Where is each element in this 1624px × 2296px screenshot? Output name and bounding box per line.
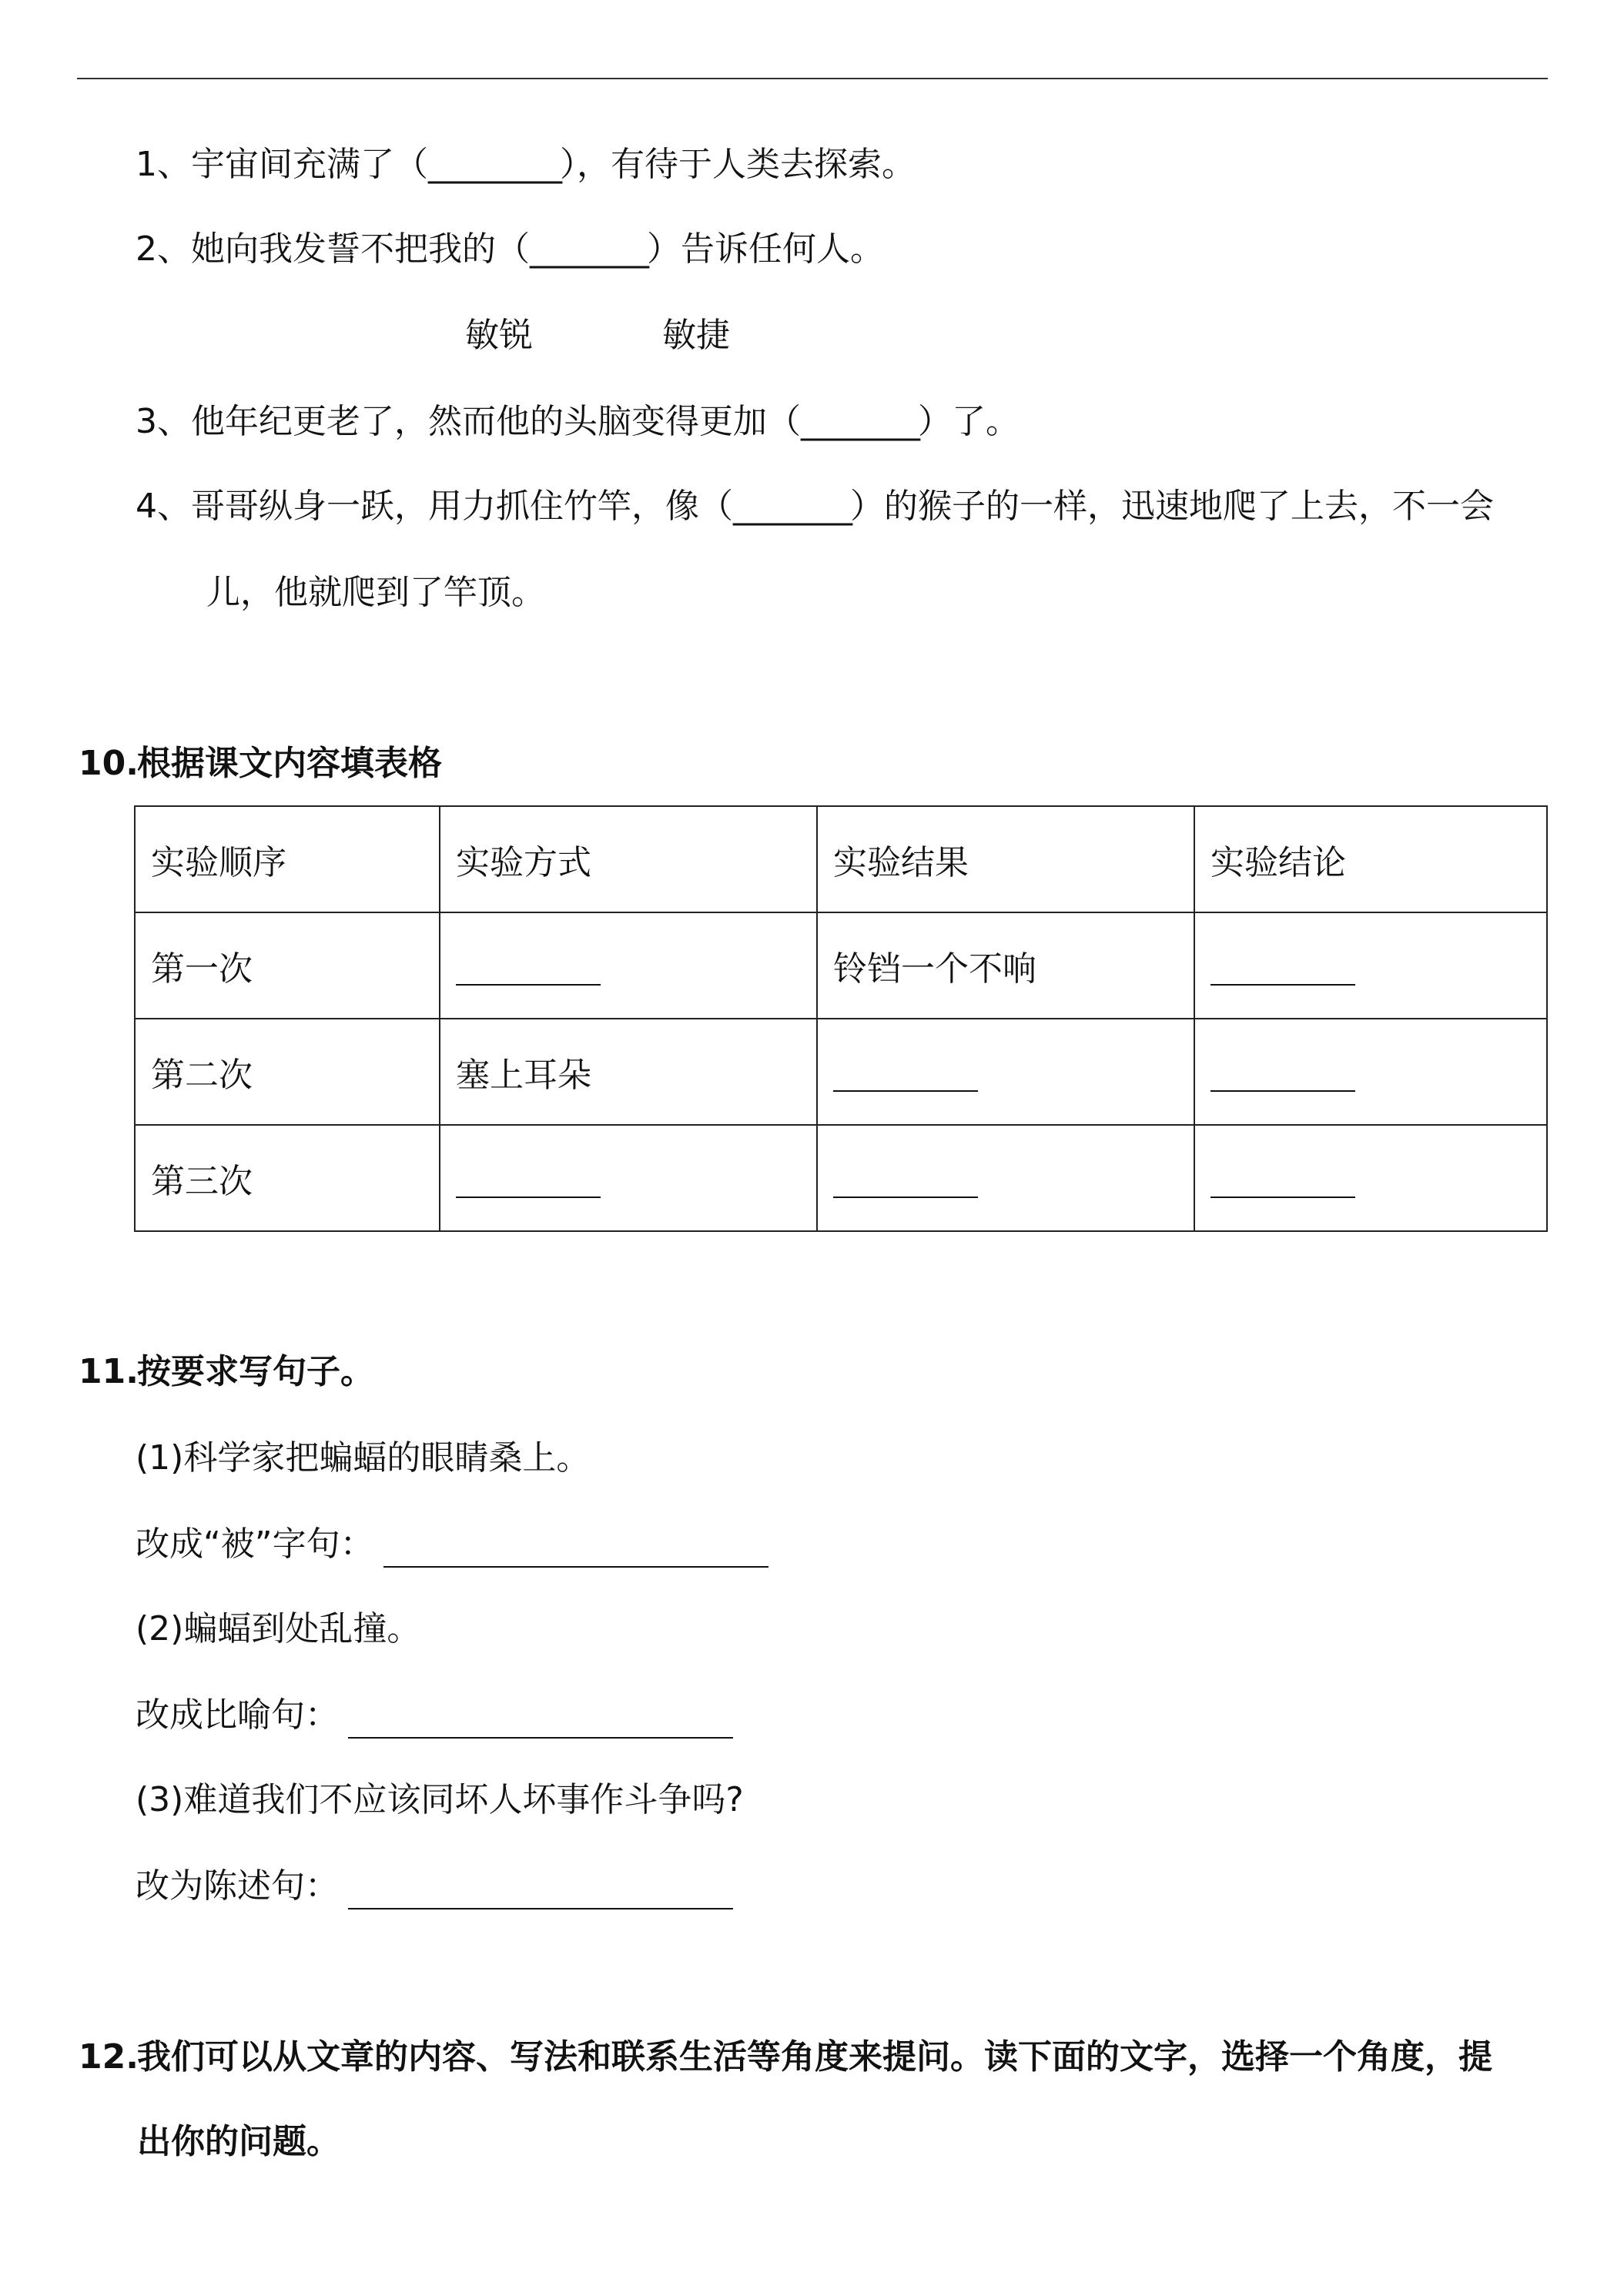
table-blank-cell[interactable] bbox=[817, 1019, 1194, 1125]
answer-underline[interactable] bbox=[1210, 1161, 1355, 1198]
table-blank-cell[interactable] bbox=[440, 912, 817, 1019]
word-choice: 敏捷 bbox=[662, 316, 730, 355]
table-blank-cell[interactable] bbox=[440, 1125, 817, 1231]
answer-underline[interactable] bbox=[1210, 949, 1355, 986]
answer-blank[interactable]: ________ bbox=[801, 402, 918, 441]
q11-sentence-2: (2)蝙蝠到处乱撞。 bbox=[136, 1609, 421, 1648]
word-choice: 敏锐 bbox=[465, 316, 533, 355]
q11-prompt-3: 改为陈述句： bbox=[136, 1863, 733, 1909]
word-choices bbox=[465, 313, 730, 359]
table-row bbox=[135, 1125, 1547, 1231]
answer-underline[interactable] bbox=[833, 1055, 978, 1092]
sentence-3: 3、他年纪更老了，然而他的头脑变得更加（________）了。 bbox=[136, 402, 1020, 441]
table-header-row bbox=[135, 806, 1547, 912]
sentence-1: 1、宇宙间充满了（_________），有待于人类去探索。 bbox=[136, 145, 916, 184]
table-blank-cell[interactable] bbox=[1194, 912, 1547, 1019]
question-number: 12. bbox=[79, 2037, 139, 2077]
answer-underline[interactable] bbox=[456, 949, 601, 986]
table-header-cell: 实验顺序 bbox=[135, 806, 440, 912]
question-10-title: 10.根据课文内容填表格 bbox=[79, 741, 442, 787]
answer-blank[interactable]: ________ bbox=[733, 487, 850, 526]
table-blank-cell[interactable] bbox=[1194, 1125, 1547, 1231]
table-row bbox=[135, 1019, 1547, 1125]
answer-blank[interactable]: ________ bbox=[530, 229, 647, 269]
table-cell: 第三次 bbox=[135, 1125, 440, 1231]
table-blank-cell[interactable] bbox=[1194, 1019, 1547, 1125]
answer-blank[interactable]: _________ bbox=[428, 145, 560, 184]
table-cell: 铃铛一个不响 bbox=[817, 912, 1194, 1019]
sentence-4-continued: 儿，他就爬到了竿顶。 bbox=[206, 573, 545, 612]
table-cell: 塞上耳朵 bbox=[440, 1019, 817, 1125]
experiment-table bbox=[134, 805, 1548, 1232]
question-number: 10. bbox=[79, 744, 139, 783]
table-header-cell: 实验方式 bbox=[440, 806, 817, 912]
table-blank-cell[interactable] bbox=[817, 1125, 1194, 1231]
table-row bbox=[135, 912, 1547, 1019]
answer-line[interactable] bbox=[348, 1699, 733, 1739]
question-11-title: 11.按要求写句子。 bbox=[79, 1349, 374, 1395]
answer-line[interactable] bbox=[383, 1528, 768, 1568]
table-cell: 第一次 bbox=[135, 912, 440, 1019]
q11-prompt-2: 改成比喻句： bbox=[136, 1692, 733, 1739]
header-rule bbox=[77, 78, 1548, 79]
answer-underline[interactable] bbox=[1210, 1055, 1355, 1092]
q11-sentence-3: (3)难道我们不应该同坏人坏事作斗争吗? bbox=[136, 1780, 744, 1819]
question-12-title: 12.我们可以从文章的内容、写法和联系生活等角度来提问。读下面的文字，选择一个角度，提 bbox=[79, 2034, 1492, 2080]
q11-prompt-1: 改成“被”字句： bbox=[136, 1521, 768, 1568]
q11-sentence-1: (1)科学家把蝙蝠的眼睛桑上。 bbox=[136, 1438, 591, 1478]
sentence-4: 4、哥哥纵身一跃，用力抓住竹竿，像（________）的猴子的一样，迅速地爬了上去，不一会 bbox=[136, 487, 1494, 526]
sentence-2: 2、她向我发誓不把我的（________）告诉任何人。 bbox=[136, 229, 884, 269]
answer-underline[interactable] bbox=[456, 1161, 601, 1198]
table-header-cell: 实验结果 bbox=[817, 806, 1194, 912]
question-12-title-continued: 出你的问题。 bbox=[137, 2122, 340, 2161]
answer-underline[interactable] bbox=[833, 1161, 978, 1198]
table-header-cell: 实验结论 bbox=[1194, 806, 1547, 912]
table-cell: 第二次 bbox=[135, 1019, 440, 1125]
answer-line[interactable] bbox=[348, 1869, 733, 1909]
question-number: 11. bbox=[79, 1352, 139, 1391]
